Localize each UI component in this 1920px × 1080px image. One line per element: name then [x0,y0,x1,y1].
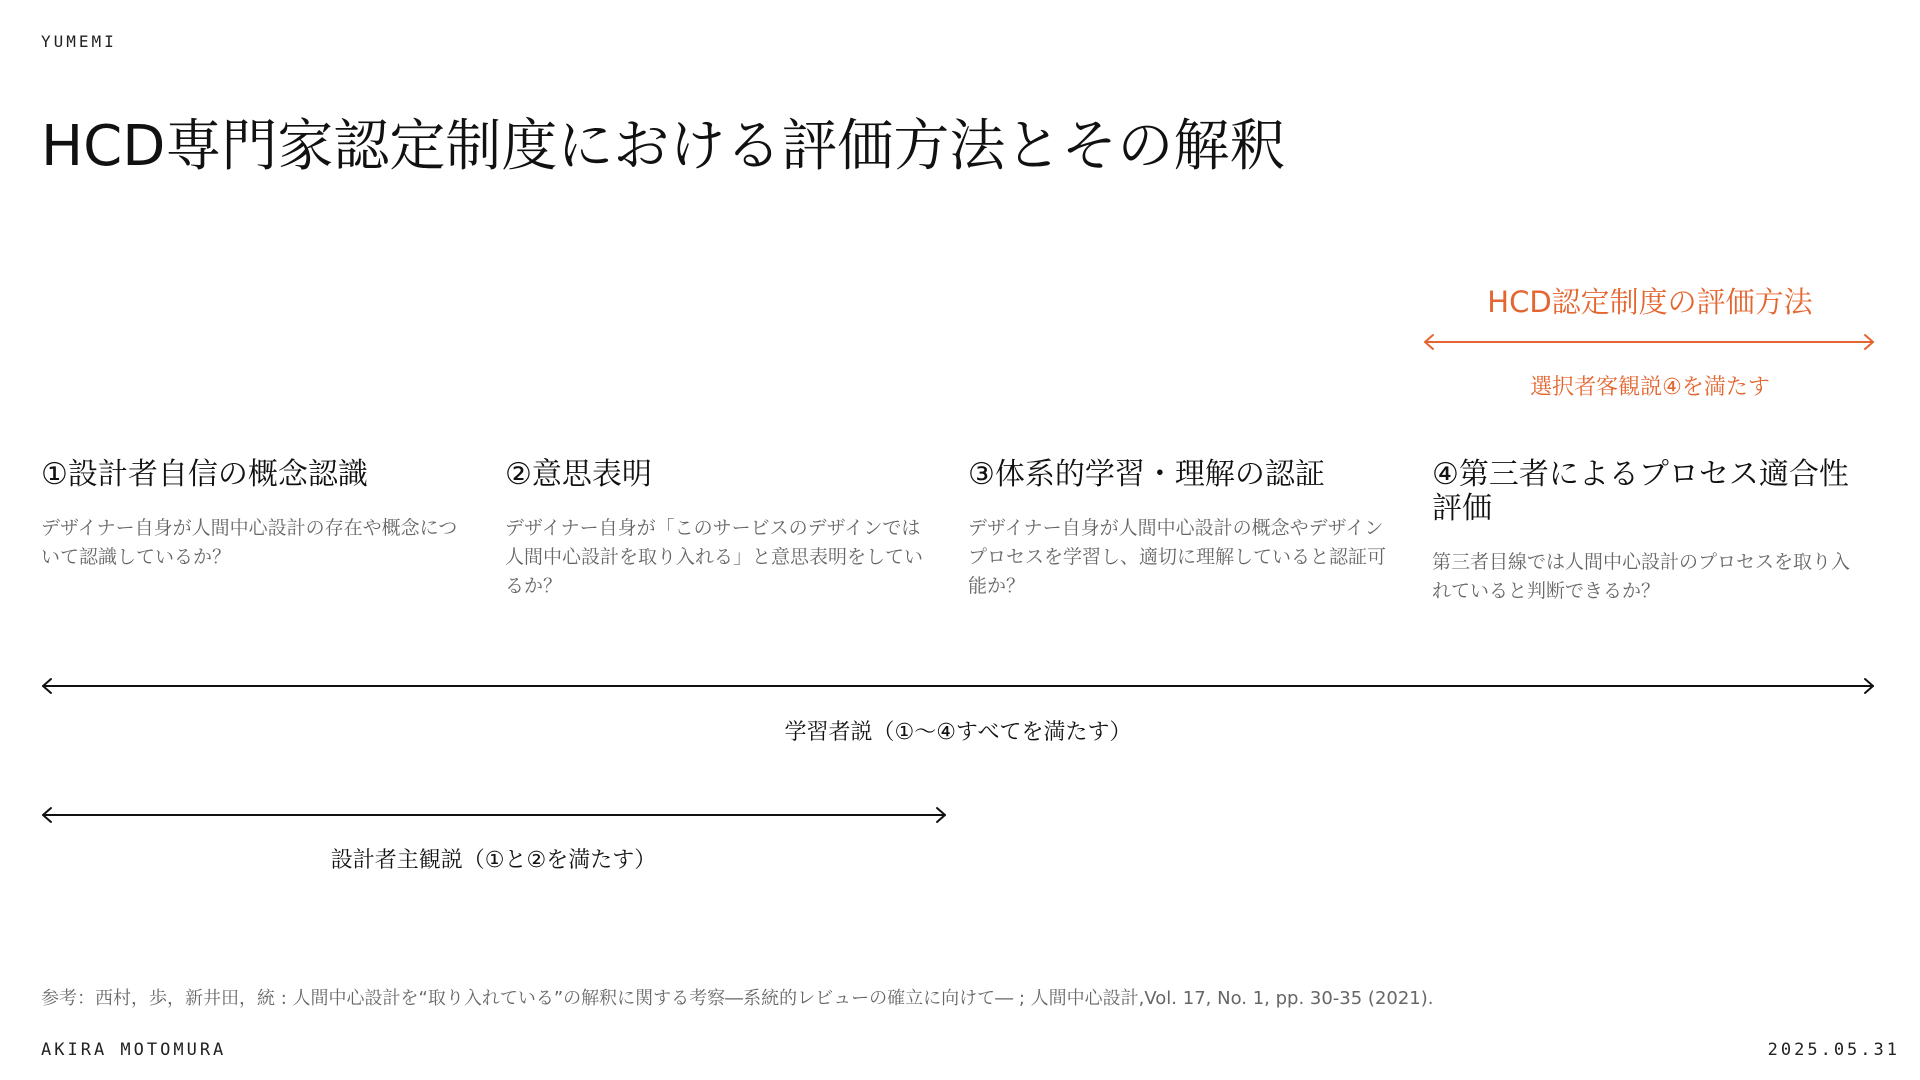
criterion-heading: ④第三者によるプロセス適合性評価 [1432,457,1849,526]
criterion-description: デザイナー自身が人間中心設計の存在や概念について認識しているか？ [41,517,458,568]
learner-arrow [43,679,1873,693]
slide-date: 2025.05.31 [1767,1040,1900,1060]
criterion-column-1 [41,458,471,572]
criterion-column-2 [505,458,935,601]
slide-title: HCD専門家認定制度における評価方法とその解釈 [41,114,1286,179]
method-label: HCD認定制度の評価方法 [1487,285,1813,319]
designer-arrow [43,808,945,822]
designer-span-caption: 設計者主観説（①と②を満たす） [330,848,657,873]
learner-span-caption: 学習者説（①〜④すべてを満たす） [784,720,1132,745]
criterion-description: デザイナー自身が「このサービスのデザインでは人間中心設計を取り入れる」と意思表明をしているか？ [505,517,924,597]
method-arrow [1425,335,1873,349]
criterion-heading: ①設計者自信の概念認識 [41,457,368,492]
reference-citation: 参考：西村，歩，新井田，統 : 人間中心設計を“取り入れている”の解釈に関する考察―系統的レビューの確立に向けて― ; 人間中心設計,Vol. 17, No. 1, pp. 30-35 (2021). [41,988,1434,1009]
criterion-column-3 [968,458,1398,601]
criterion-heading: ②意思表明 [505,457,652,492]
author-name: AKIRA MOTOMURA [41,1040,227,1060]
criterion-description: 第三者目線では人間中心設計のプロセスを取り入れていると判断できるか？ [1432,551,1851,602]
brand-logo-text: YUMEMI [41,32,117,51]
criterion-heading: ③体系的学習・理解の認証 [968,457,1325,492]
criterion-column-4 [1432,458,1862,606]
method-sublabel: 選択者客観説④を満たす [1530,375,1770,400]
criterion-description: デザイナー自身が人間中心設計の概念やデザインプロセスを学習し、適切に理解していると認証可能か？ [968,517,1387,597]
